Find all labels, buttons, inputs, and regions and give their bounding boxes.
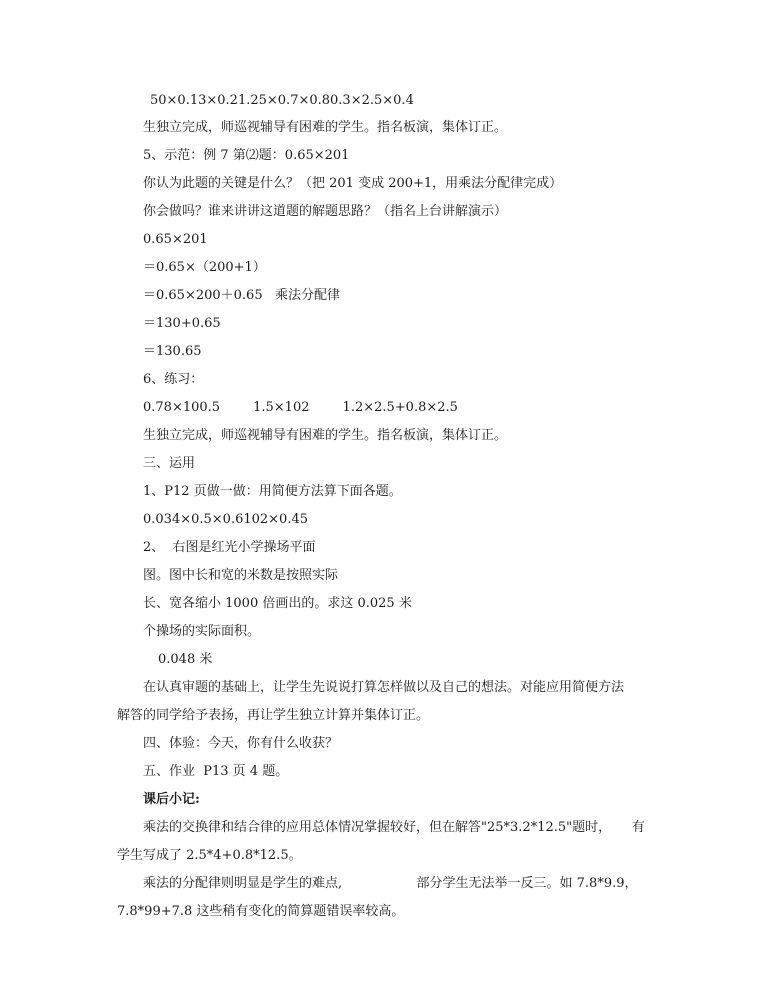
problem-line: 2、 右图是红光小学操场平面 (143, 540, 316, 555)
instruction-line: 生独立完成，师巡视辅导有困难的学生。指名板演，集体订正。 (143, 428, 508, 443)
problem-line: 图。图中长和宽的米数是按照实际 (143, 568, 339, 583)
task-line: 1、P12 页做一做：用简便方法算下面各题。 (143, 484, 402, 499)
section-heading: 四、体验：今天，你有什么收获？ (143, 736, 339, 751)
problem-line: 长、宽各缩小 1000 倍画出的。求这 0.025 米 (143, 596, 412, 611)
reflection-paragraph: 乘法的交换律和结合律的应用总体情况掌握较好，但在解答"25*3.2*12.5"题时， 有 (143, 820, 645, 835)
section-heading: 三、运用 (143, 456, 196, 471)
reflection-paragraph: 学生写成了 2.5*4+0.8*12.5。 (117, 848, 302, 863)
question-line: 你认为此题的关键是什么？（把 201 变成 200+1，用乘法分配律完成） (143, 176, 563, 191)
math-step: ＝0.65×（200+1） (143, 260, 266, 275)
instruction-line: 生独立完成，师巡视辅导有困难的学生。指名板演，集体订正。 (143, 120, 508, 135)
math-step: ＝130.65 (143, 344, 202, 359)
task-expressions: 0.034×0.5×0.6102×0.45 (143, 512, 309, 527)
exercise-expressions-line: 50×0.13×0.21.25×0.7×0.80.3×2.5×0.4 (150, 93, 414, 108)
problem-line: 个操场的实际面积。 (143, 624, 261, 639)
math-step: ＝0.65×200＋0.65 乘法分配律 (143, 288, 340, 303)
reflection-paragraph: 乘法的分配律则明显是学生的难点, 部分学生无法举一反三。如 7.8*9.9， (143, 876, 638, 891)
practice-heading: 6、练习： (143, 372, 204, 387)
math-step: ＝130+0.65 (143, 316, 221, 331)
homework-line: 五、作业 P13 页 4 题。 (143, 764, 289, 779)
math-step: 0.65×201 (143, 232, 208, 247)
diagram-width-label: 0.048 米 (158, 652, 213, 667)
practice-expressions: 0.78×100.5 1.5×102 1.2×2.5+0.8×2.5 (143, 400, 458, 415)
paragraph-line: 解答的同学给予表扬，再让学生独立计算并集体订正。 (117, 708, 430, 723)
reflection-paragraph: 7.8*99+7.8 这些稍有变化的简算题错误率较高。 (117, 904, 405, 919)
paragraph-line: 在认真审题的基础上，让学生先说说打算怎样做以及自己的想法。对能应用简便方法 (143, 680, 625, 695)
question-line: 你会做吗？谁来讲讲这道题的解题思路？（指名上台讲解演示） (143, 204, 508, 219)
reflection-heading: 课后小记: (143, 792, 200, 807)
demo-heading: 5、示范：例 7 第⑵题：0.65×201 (143, 148, 350, 163)
